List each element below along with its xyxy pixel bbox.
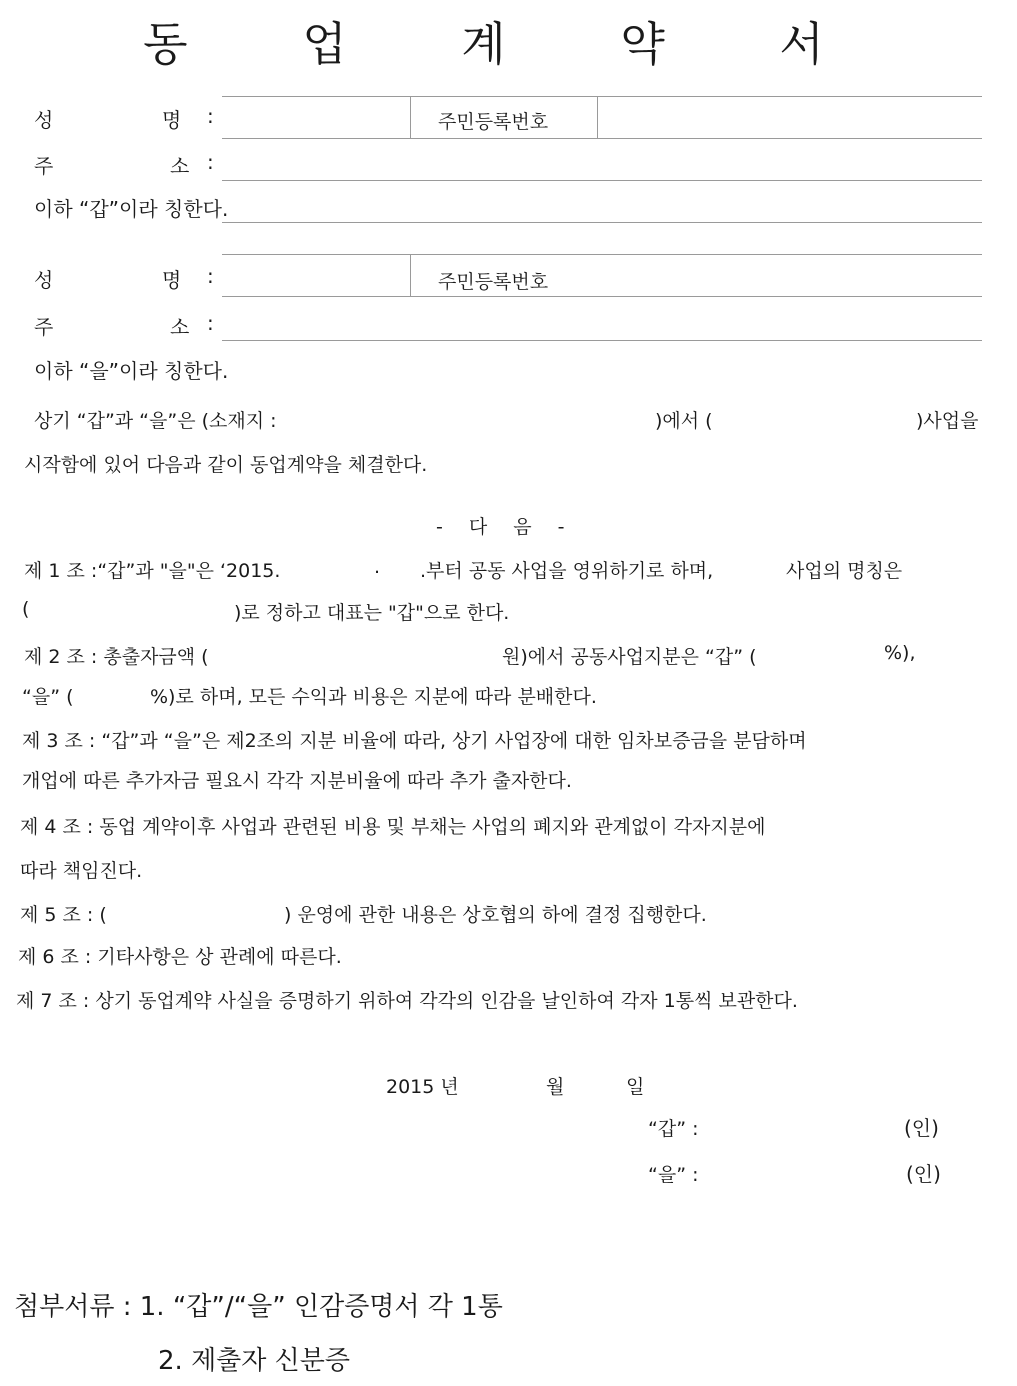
article6: 제 6 조 : 기타사항은 상 관례에 따른다. <box>18 946 342 968</box>
party1-sign-label: “갑” : <box>648 1118 699 1140</box>
article2-line1-part2: 원)에서 공동사업지분은 “갑” ( <box>502 646 757 668</box>
party2-seal: (인) <box>906 1162 941 1186</box>
article4-line2: 따라 책임진다. <box>20 860 143 882</box>
form-divider <box>597 96 598 138</box>
party1-seal: (인) <box>904 1116 939 1140</box>
article1-line1-part4: 사업의 명칭은 <box>786 560 903 582</box>
form-divider <box>410 254 411 296</box>
party-alias: 이하 “을”이라 칭한다. <box>34 359 229 383</box>
intro-line1-part2: )에서 ( <box>655 410 713 432</box>
address-label-1: 주 <box>34 154 54 178</box>
article1-line2-part2: )로 정하고 대표는 "갑"으로 한다. <box>234 602 510 624</box>
sign-month: 월 <box>546 1076 565 1098</box>
name-label-2: 명 <box>162 108 182 132</box>
article2-line1-part3: %), <box>884 642 916 664</box>
article2-line2-part1: “을” ( <box>22 686 74 708</box>
sign-day: 일 <box>626 1076 645 1098</box>
article2-line1-part1: 제 2 조 : 총출자금액 ( <box>24 646 209 668</box>
id-number-label: 주민등록번호 <box>438 271 549 293</box>
sign-year: 2015 년 <box>386 1076 459 1098</box>
party-alias: 이하 “갑”이라 칭한다. <box>34 197 229 221</box>
name-label-1: 성 <box>34 108 54 132</box>
intro-line1-part1: 상기 “갑”과 “을”은 (소재지 : <box>34 410 277 432</box>
article1-line2-part1: ( <box>22 598 30 620</box>
section-heading: - 다 음 - <box>436 516 575 538</box>
attachments-line1: 첨부서류 : 1. “갑”/“을” 인감증명서 각 1통 <box>14 1292 503 1322</box>
intro-line1-part3: )사업을 <box>916 410 979 432</box>
colon: : <box>207 264 214 288</box>
form-line <box>222 254 982 255</box>
form-line <box>222 222 982 223</box>
intro-line2: 시작함에 있어 다음과 같이 동업계약을 체결한다. <box>24 454 428 476</box>
form-line <box>222 340 982 341</box>
address-label-2: 소 <box>170 315 190 339</box>
article1-line1-part3: .부터 공동 사업을 영위하기로 하며, <box>420 560 714 582</box>
article3-line2: 개업에 따른 추가자금 필요시 각각 지분비율에 따라 추가 출자한다. <box>22 770 572 792</box>
article1-line1-part1: 제 1 조 :“갑”과 "을"은 ‘2015. <box>24 560 281 582</box>
article4-line1: 제 4 조 : 동업 계약이후 사업과 관련된 비용 및 부채는 사업의 폐지와 관계없이 각자지분에 <box>20 816 766 838</box>
article5-part1: 제 5 조 : ( <box>20 904 107 926</box>
address-label-2: 소 <box>170 154 190 178</box>
name-label-1: 성 <box>34 268 54 292</box>
document-title: 동 업 계 약 서 <box>143 17 874 71</box>
party2-sign-label: “을” : <box>648 1164 699 1186</box>
article2-line2-part2: %)로 하며, 모든 수익과 비용은 지분에 따라 분배한다. <box>150 686 597 708</box>
form-divider <box>410 96 411 138</box>
form-line <box>222 296 982 297</box>
article1-line1-part2: . <box>374 556 381 578</box>
article3-line1: 제 3 조 : “갑”과 “을”은 제2조의 지분 비율에 따라, 상기 사업장에 대한 임차보증금을 분담하며 <box>22 730 807 752</box>
colon: : <box>207 311 214 335</box>
name-label-2: 명 <box>162 268 182 292</box>
form-line <box>222 96 982 97</box>
article5-part2: ) 운영에 관한 내용은 상호협의 하에 결정 집행한다. <box>284 904 707 926</box>
form-line <box>222 138 982 139</box>
address-label-1: 주 <box>34 315 54 339</box>
colon: : <box>207 104 214 128</box>
colon: : <box>207 150 214 174</box>
form-line <box>222 180 982 181</box>
attachments-line2: 2. 제출자 신분증 <box>158 1346 351 1376</box>
article7: 제 7 조 : 상기 동업계약 사실을 증명하기 위하여 각각의 인감을 날인하여 각자 1통씩 보관한다. <box>16 990 798 1012</box>
id-number-label: 주민등록번호 <box>438 111 549 133</box>
